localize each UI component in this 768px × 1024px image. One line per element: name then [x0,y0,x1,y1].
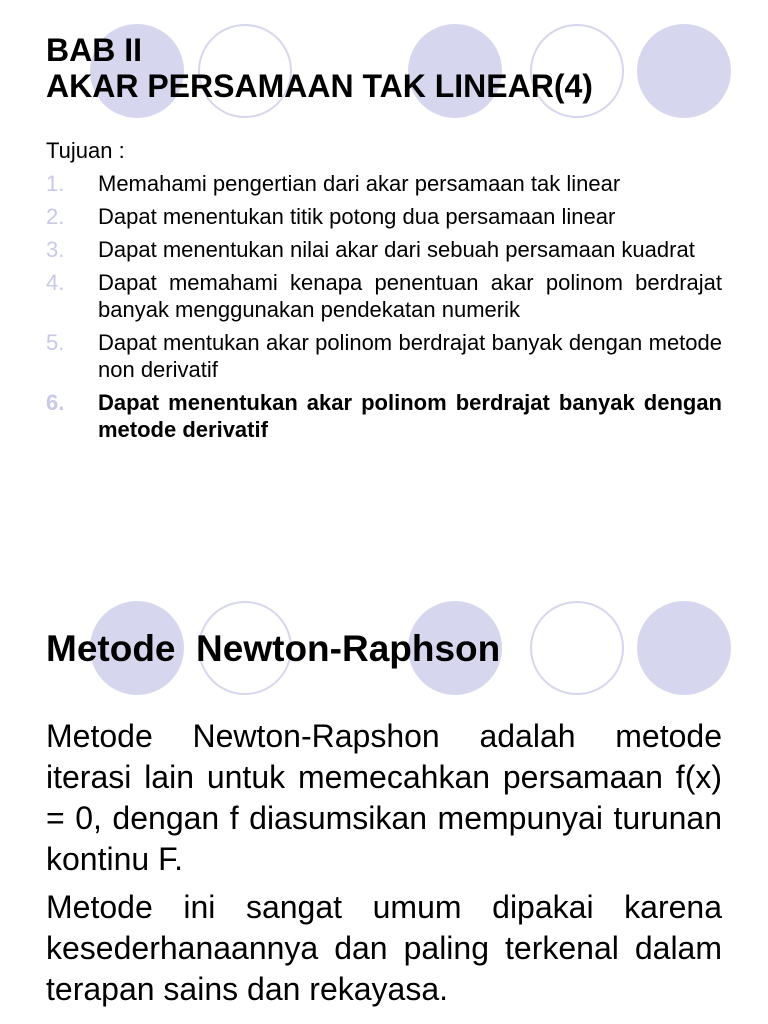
goal-text: Dapat mentukan akar polinom berdrajat banyak dengan metode non derivatif [98,330,722,382]
goal-item [46,170,722,197]
goal-number: 5. [46,330,65,355]
goal-text: Dapat menentukan nilai akar dari sebuah persamaan kuadrat [98,237,695,262]
chapter-title-line2: AKAR PERSAMAAN TAK LINEAR(4) [46,68,593,104]
circle-decoration [530,601,624,695]
goal-item [46,329,722,383]
section-title: Metode Newton-Raphson [46,628,501,669]
goal-text: Dapat menentukan akar polinom berdrajat banyak dengan metode derivatif [98,390,722,442]
body-paragraph: Metode ini sangat umum dipakai karena kesederhanaannya dan paling terkenal dalam terapan sains dan rekayasa. [46,889,722,1007]
goal-item [46,236,722,263]
body-paragraph: Metode Newton-Rapshon adalah metode iterasi lain untuk memecahkan persamaan f(x) = 0, dengan f diasumsikan mempunyai turunan kontinu F. [46,718,722,877]
goal-text: Dapat memahami kenapa penentuan akar polinom berdrajat banyak menggunakan pendekatan numerik [98,270,722,322]
goal-item-current [46,389,722,443]
circle-decoration [637,24,731,118]
goal-text: Memahami pengertian dari akar persamaan tak linear [98,171,621,196]
goal-text: Dapat menentukan titik potong dua persamaan linear [98,204,616,229]
goal-item [46,269,722,323]
goals-list [46,170,722,449]
chapter-title-line1: BAB II [46,32,142,68]
chapter-title [46,32,593,104]
goal-number: 6. [46,390,65,415]
goal-item [46,203,722,230]
circle-decoration [637,601,731,695]
goals-label: Tujuan : [46,138,125,163]
goal-number: 4. [46,270,65,295]
goal-number: 1. [46,171,65,196]
goal-number: 2. [46,204,65,229]
goal-number: 3. [46,237,65,262]
